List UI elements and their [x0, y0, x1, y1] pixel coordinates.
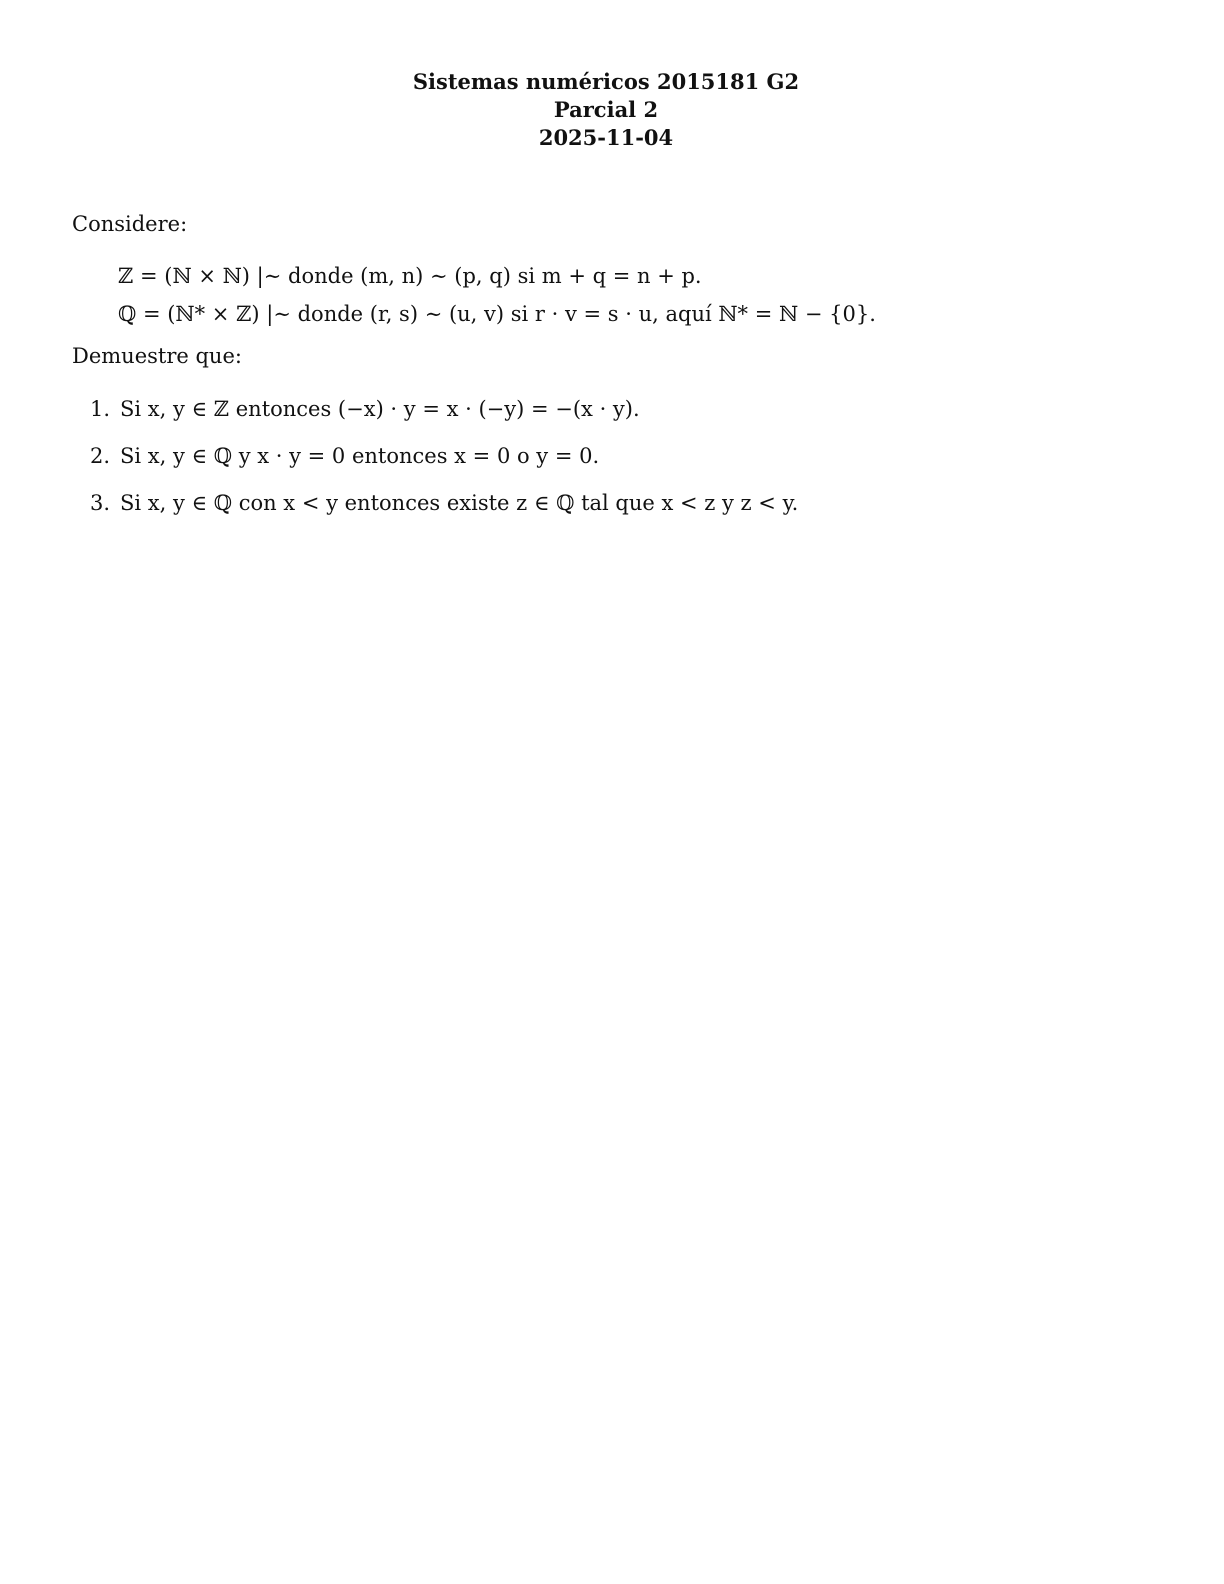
problem-item — [90, 442, 798, 489]
prompt-label: Demuestre que: — [72, 344, 242, 368]
definition-rationals: ℚ = (ℕ* × ℤ) |∼ donde (r, s) ∼ (u, v) si r · v = s · u, aquí ℕ* = ℕ − {0}. — [118, 302, 876, 326]
problem-text: Si x, y ∈ ℤ entonces (−x) · y = x · (−y) = −(x · y). — [120, 397, 640, 421]
exam-header — [0, 68, 1212, 152]
problem-number: 2. — [90, 444, 111, 468]
definitions-block — [118, 257, 876, 333]
problem-item — [90, 395, 798, 442]
problem-text: Si x, y ∈ ℚ y x · y = 0 entonces x = 0 o y = 0. — [120, 444, 600, 468]
problem-item — [90, 489, 798, 536]
problem-number: 1. — [90, 397, 111, 421]
definition-integers: ℤ = (ℕ × ℕ) |∼ donde (m, n) ∼ (p, q) si m + q = n + p. — [118, 264, 702, 288]
problem-number: 3. — [90, 491, 111, 515]
course-title: Sistemas numéricos 2015181 G2 — [412, 69, 800, 94]
exam-date: 2025-11-04 — [538, 125, 674, 150]
intro-label: Considere: — [72, 212, 188, 236]
problem-text: Si x, y ∈ ℚ con x < y entonces existe z ∈ ℚ tal que x < z y z < y. — [120, 491, 799, 515]
exam-title: Parcial 2 — [553, 97, 659, 122]
problem-list — [90, 395, 798, 536]
